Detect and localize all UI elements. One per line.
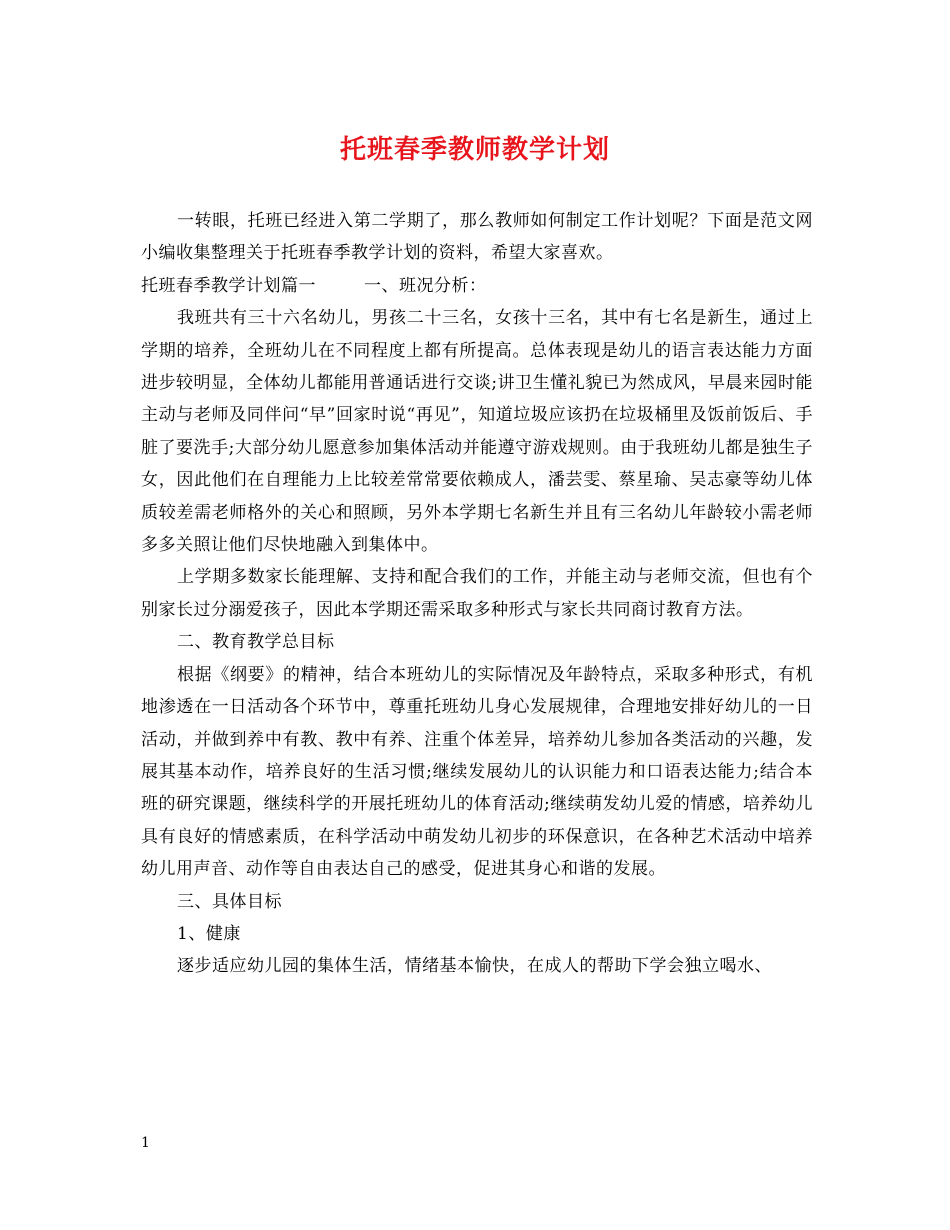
- section3-heading: 三、具体目标: [177, 891, 282, 912]
- document-body: [141, 205, 813, 983]
- health-paragraph: 逐步适应幼儿园的集体生活，情绪基本愉快，在成人的帮助下学会独立喝水、: [177, 956, 772, 977]
- class-analysis-paragraph: 我班共有三十六名幼儿，男孩二十三名，女孩十三名，其中有七名是新生，通过上学期的培养，全班幼儿在不同程度上都有所提高。总体表现是幼儿的语言表达能力方面进步较明显，全体幼儿都能用普通话进行交谈;讲卫生懂礼貌已为然成风，早晨来园时能主动与老师及同伴问“早”回家时说“再见”，知道垃圾应该扔在垃圾桶里及饭前饭后、手脏了要洗手;大部分幼儿愿意参加集体活动并能遵守游戏规则。由于我班幼儿都是独生子女，因此他们在自理能力上比较差常常要依赖成人，潘芸雯、蔡星瑜、吴志豪等幼儿体质较差需老师格外的关心和照顾，另外本学期七名新生并且有三名幼儿年龄较小需老师多多关照让他们尽快地融入到集体中。: [141, 308, 813, 556]
- document-title: 托班春季教师教学计划: [339, 135, 610, 165]
- goals-paragraph: 根据《纲要》的精神，结合本班幼儿的实际情况及年龄特点，采取多种形式，有机地渗透在一日活动各个环节中，尊重托班幼儿身心发展规律，合理地安排好幼儿的一日活动，并做到养中有教、教中有养、注重个体差异，培养幼儿参加各类活动的兴趣，发展其基本动作，培养良好的生活习惯;继续发展幼儿的认识能力和口语表达能力;结合本班的研究课题，继续科学的开展托班幼儿的体育活动;继续萌发幼儿爱的情感，培养幼儿具有良好的情感素质，在科学活动中萌发幼儿初步的环保意识，在各种艺术活动中培养幼儿用声音、动作等自由表达自己的感受，促进其身心和谐的发展。: [141, 664, 813, 880]
- intro-paragraph: 一转眼，托班已经进入第二学期了，那么教师如何制定工作计划呢？下面是范文网小编收集整理关于托班春季教学计划的资料，希望大家喜欢。: [141, 211, 813, 264]
- page-number: 1: [141, 1135, 150, 1151]
- section-label-line: [141, 270, 813, 302]
- item1-heading: 1、健康: [177, 923, 241, 944]
- section-label: 托班春季教学计划篇一: [141, 275, 316, 296]
- section1-heading: 一、班况分析：: [364, 275, 487, 296]
- section2-heading: 二、教育教学总目标: [177, 632, 335, 653]
- parents-paragraph: 上学期多数家长能理解、支持和配合我们的工作，并能主动与老师交流，但也有个别家长过分溺爱孩子，因此本学期还需采取多种形式与家长共同商讨教育方法。: [141, 567, 813, 620]
